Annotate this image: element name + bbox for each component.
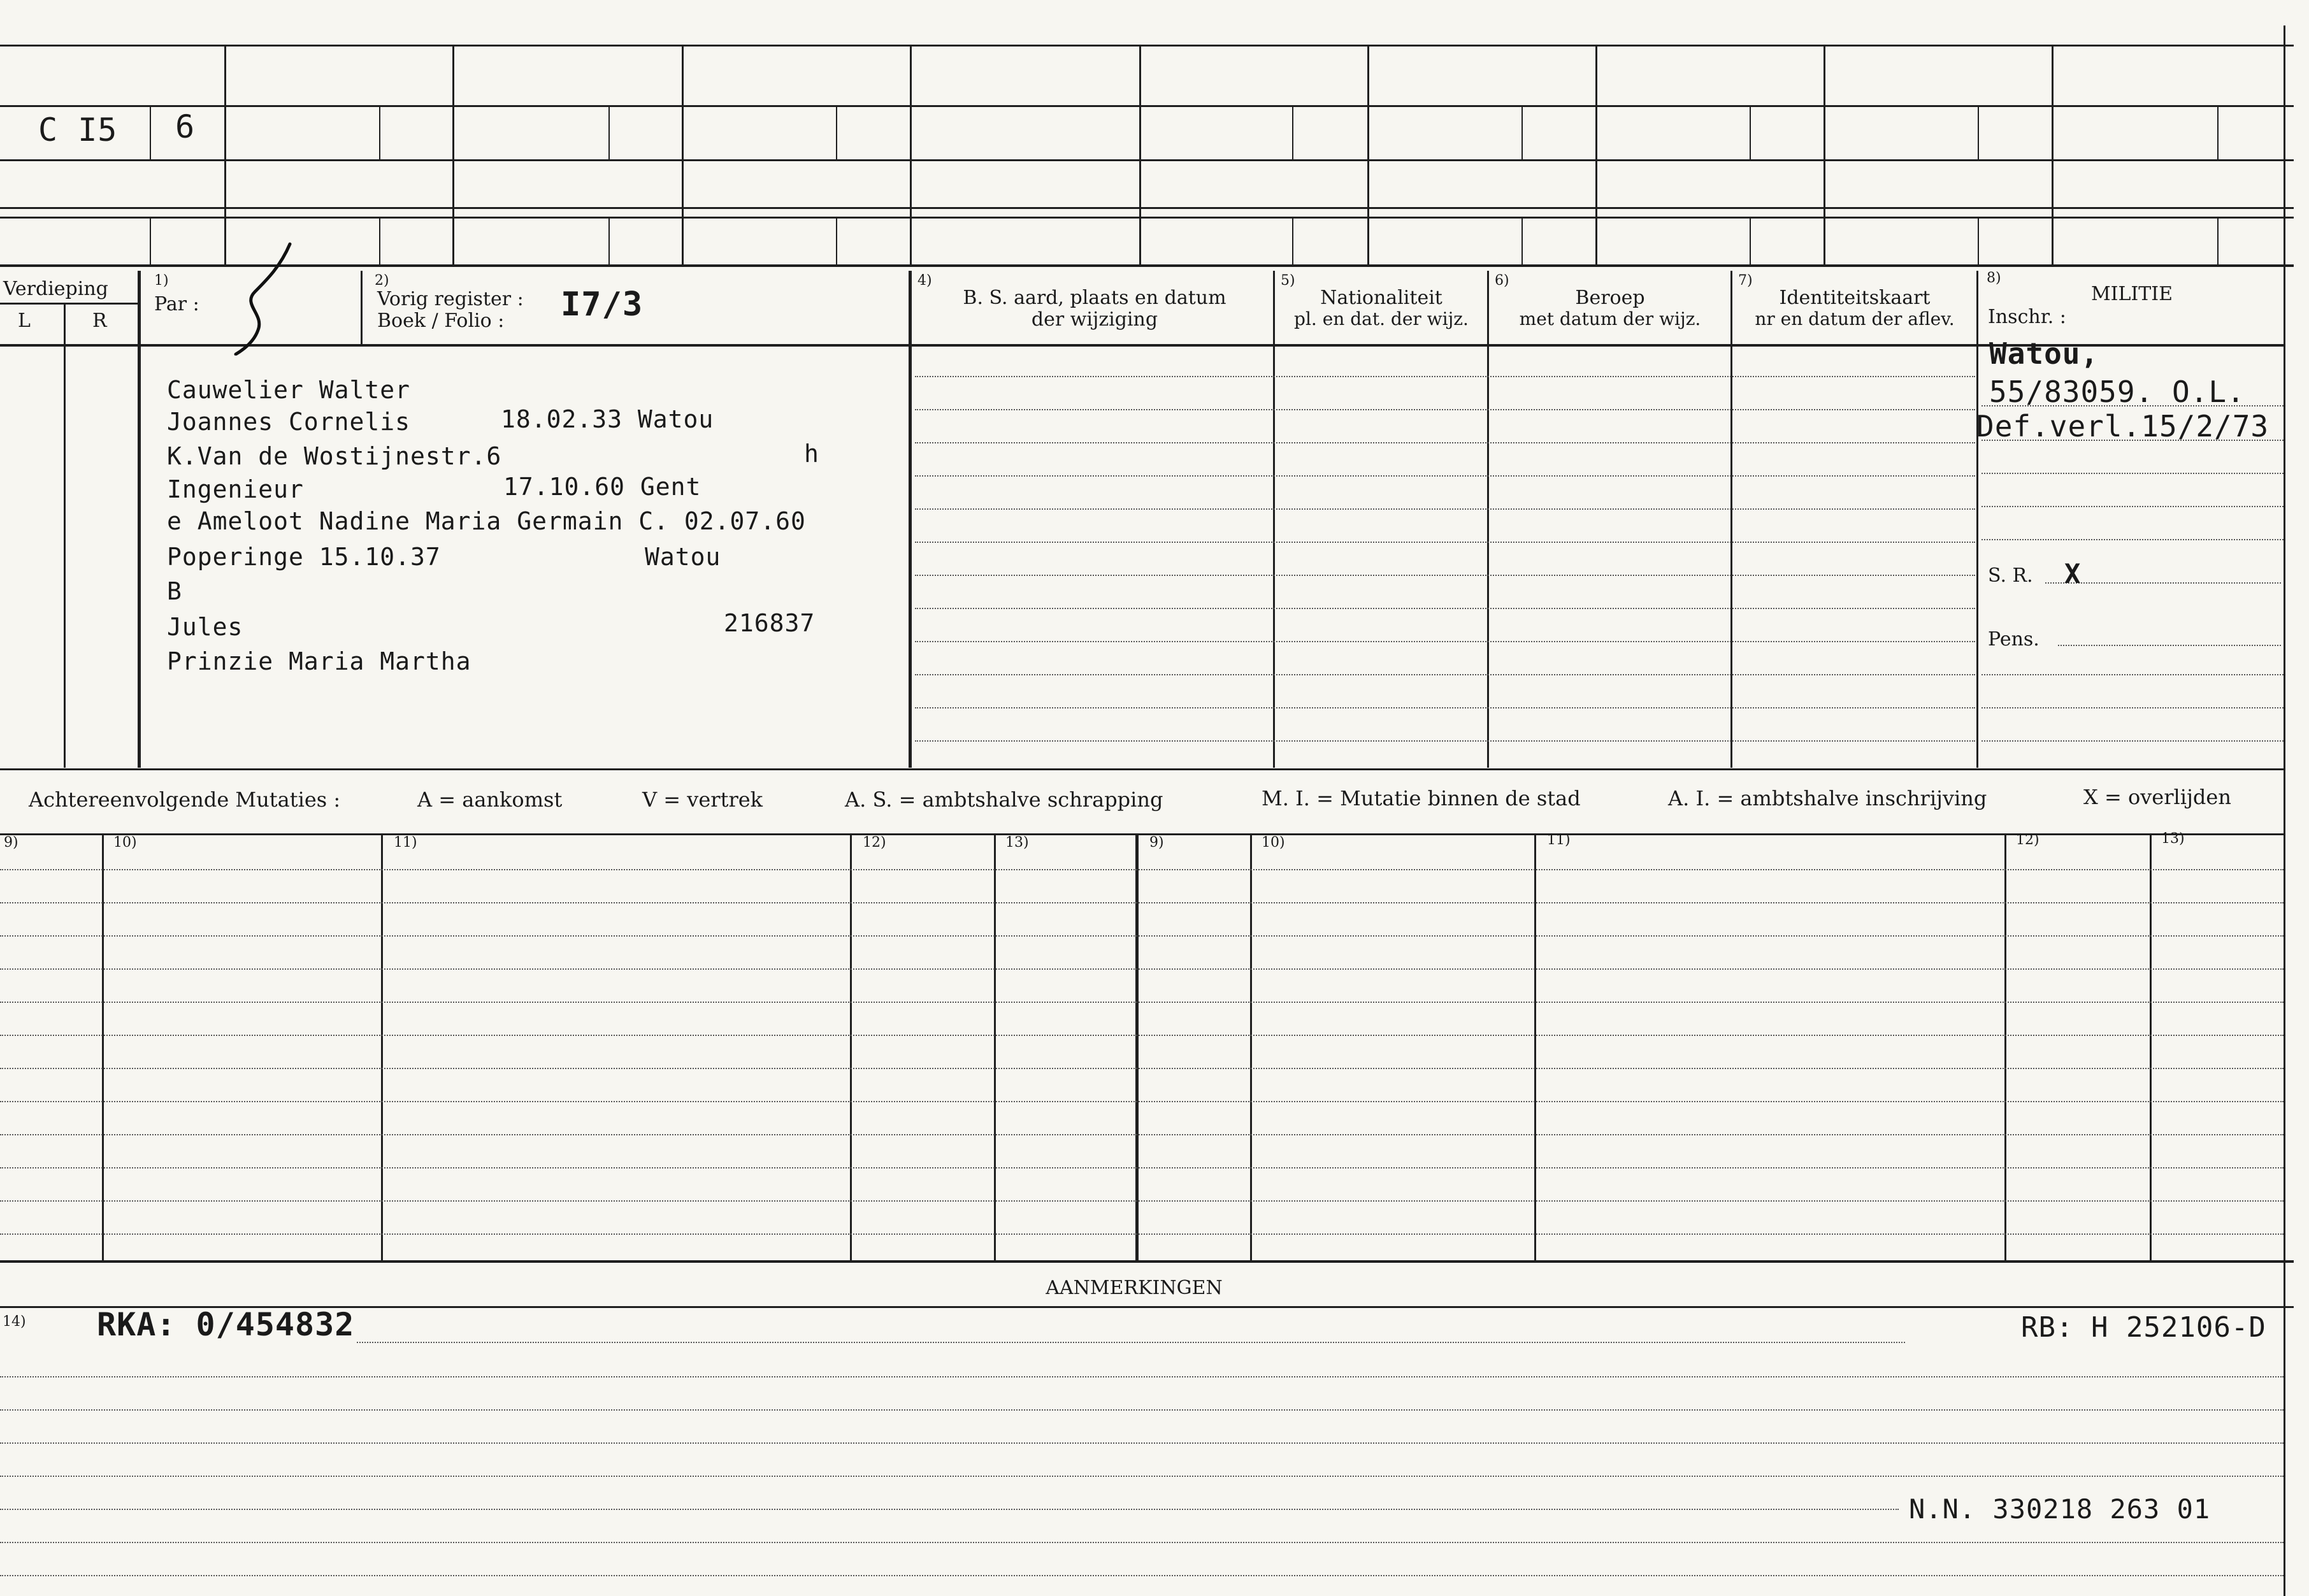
rule (0, 303, 139, 305)
dotted-rule (1982, 740, 2284, 742)
person-line-8-name: Jules (167, 613, 243, 641)
remarks-title: AANMERKINGEN (1046, 1277, 1223, 1299)
col-number: 12) (863, 835, 886, 851)
person-line-2-name: Joannes Cornelis (167, 408, 411, 436)
col-number: 12) (2016, 832, 2039, 848)
dotted-rule (0, 869, 2284, 870)
person-line-4-job: Ingenieur (167, 475, 304, 503)
dotted-rule (0, 1476, 2284, 1477)
rule (836, 217, 837, 264)
pens-label: Pens. (1988, 628, 2039, 651)
rule (2217, 105, 2219, 159)
dotted-rule (915, 740, 1975, 742)
person-line-7: B (167, 577, 182, 605)
inschr-label: Inschr. : (1988, 306, 2066, 328)
col-number: 13) (2161, 831, 2185, 847)
field-number: 7) (1738, 273, 1753, 289)
person-line-4-date: 17.10.60 Gent (503, 473, 701, 501)
dotted-rule (0, 1134, 2284, 1135)
nationaliteit-label: Nationaliteit (1320, 287, 1442, 309)
dotted-rule (357, 1342, 1905, 1343)
field-number: 1) (154, 273, 169, 289)
identiteitskaart-sublabel: nr en datum der aflev. (1755, 308, 1955, 329)
dotted-rule (915, 409, 1975, 410)
rule (361, 271, 363, 344)
person-line-8-number: 216837 (724, 609, 816, 637)
boek-folio-label: Boek / Folio : (377, 310, 505, 332)
dotted-rule (1982, 473, 2284, 474)
rule (2284, 25, 2285, 1596)
rule (1367, 45, 1369, 264)
person-line-1: Cauwelier Walter (167, 376, 411, 404)
bs-label-line2: der wijziging (1031, 308, 1158, 331)
dotted-rule (915, 475, 1975, 477)
field-number: 8) (1987, 270, 2001, 286)
dotted-rule (915, 707, 1975, 708)
signature-mark (229, 241, 312, 356)
dotted-rule (0, 1442, 2284, 1444)
rule (64, 303, 66, 768)
col-number: 11) (394, 835, 417, 851)
dotted-rule (0, 1035, 2284, 1036)
rule (0, 833, 2284, 835)
rule (1595, 45, 1597, 264)
person-line-3-extra: h (804, 440, 819, 468)
dotted-rule (915, 641, 1975, 642)
person-line-9: Prinzie Maria Martha (167, 647, 471, 675)
rule (1139, 45, 1141, 264)
rule (1250, 833, 1252, 1260)
bs-label-line1: B. S. aard, plaats en datum (963, 287, 1226, 309)
rule (1521, 105, 1523, 159)
dotted-rule (1982, 707, 2284, 708)
rule (1487, 271, 1489, 768)
rule (1978, 217, 1979, 264)
nn-number: N.N. 330218 263 01 (1909, 1493, 2211, 1525)
dotted-rule (0, 1509, 1899, 1510)
sr-value: X (2064, 558, 2082, 589)
rka-number: RKA: 0/454832 (97, 1306, 355, 1343)
dotted-rule (915, 608, 1975, 609)
dotted-rule (0, 1575, 2284, 1576)
rule (381, 833, 383, 1260)
par-label: Par : (154, 293, 199, 315)
rule (2150, 833, 2152, 1260)
vorig-register-label: Vorig register : (377, 288, 524, 310)
dotted-rule (0, 1376, 2284, 1377)
legend-ai: A. I. = ambtshalve inschrijving (1668, 786, 1987, 810)
dotted-rule (0, 968, 2284, 970)
col-number: 9) (4, 835, 18, 851)
dotted-rule (1982, 506, 2284, 507)
dotted-rule (1982, 539, 2284, 540)
militie-line-1: Watou, (1989, 336, 2099, 371)
rule (0, 1260, 2294, 1263)
legend-a: A = aankomst (417, 787, 563, 812)
dotted-rule (0, 1233, 2284, 1235)
rule (379, 217, 380, 264)
dotted-rule (0, 1409, 2284, 1411)
verdieping-r-label: R (92, 310, 107, 332)
identiteitskaart-label: Identiteitskaart (1779, 287, 1931, 309)
rule (452, 45, 454, 264)
rule (1135, 833, 1139, 1260)
rule (102, 833, 104, 1260)
dotted-rule (0, 902, 2284, 903)
rule (224, 45, 226, 264)
nationaliteit-sublabel: pl. en dat. der wijz. (1294, 308, 1469, 329)
dotted-rule (0, 1068, 2284, 1069)
rule (682, 45, 684, 264)
rule (2004, 833, 2006, 1260)
rule (994, 833, 996, 1260)
rule (0, 264, 2294, 267)
dotted-rule (0, 1101, 2284, 1102)
rule (1750, 217, 1751, 264)
vorig-register-value: I7/3 (561, 285, 644, 324)
legend-mi: M. I. = Mutatie binnen de stad (1262, 786, 1581, 810)
rule (1978, 105, 1979, 159)
person-line-3: K.Van de Wostijnestr.6 (167, 442, 502, 470)
legend-title: Achtereenvolgende Mutaties : (29, 787, 341, 812)
dotted-rule (915, 575, 1975, 576)
rule (910, 45, 912, 264)
dotted-rule (0, 935, 2284, 937)
rule (1730, 271, 1732, 768)
sr-label: S. R. (1988, 564, 2033, 587)
col-number: 11) (1547, 832, 1571, 848)
field-number: 14) (3, 1314, 26, 1330)
code-right: 6 (175, 108, 196, 145)
verdieping-l-label: L (18, 310, 31, 332)
dotted-rule (915, 442, 1975, 443)
militie-label: MILITIE (2090, 283, 2173, 305)
rule (1750, 105, 1751, 159)
rule (1521, 217, 1523, 264)
dotted-rule (1982, 674, 2284, 675)
rule (2217, 217, 2219, 264)
rule (0, 105, 2294, 107)
rule (379, 105, 380, 159)
rule (0, 768, 2284, 770)
rule (138, 271, 141, 768)
dotted-rule (0, 1002, 2284, 1003)
person-line-5: e Ameloot Nadine Maria Germain C. 02.07.60 (167, 507, 806, 535)
dotted-rule (0, 1200, 2284, 1202)
beroep-sublabel: met datum der wijz. (1519, 308, 1701, 329)
rule (0, 217, 2294, 219)
legend-as: A. S. = ambtshalve schrapping (845, 787, 1163, 812)
dotted-rule (0, 1167, 2284, 1168)
rule (1976, 271, 1978, 768)
pens-rule (2058, 645, 2281, 646)
rule (608, 105, 610, 159)
col-number: 10) (113, 835, 137, 851)
dotted-rule (915, 376, 1975, 377)
dotted-rule (915, 542, 1975, 543)
rule (0, 159, 2294, 161)
rule (836, 105, 837, 159)
rule (1534, 833, 1536, 1260)
rule (0, 45, 2294, 47)
col-number: 10) (1262, 835, 1285, 851)
beroep-label: Beroep (1575, 287, 1645, 309)
col-number: 13) (1005, 835, 1029, 851)
code-left: C I5 (38, 111, 118, 148)
field-number: 2) (375, 273, 389, 289)
dotted-rule (915, 674, 1975, 675)
militie-line-3: Def.verl.15/2/73 (1976, 409, 2269, 443)
rule (850, 833, 852, 1260)
person-line-2-date: 18.02.33 Watou (501, 405, 714, 433)
verdieping-label: Verdieping (3, 278, 108, 300)
rule (1292, 105, 1293, 159)
field-number: 6) (1495, 273, 1509, 289)
legend-x: X = overlijden (2083, 785, 2231, 809)
rule (0, 344, 2284, 347)
person-line-6-place: Poperinge 15.10.37 (167, 543, 441, 571)
rule (2052, 45, 2054, 264)
legend-v: V = vertrek (642, 787, 763, 812)
rule (1273, 271, 1275, 768)
rule (150, 217, 151, 264)
rule (909, 271, 912, 768)
rule (150, 105, 151, 159)
rule (1292, 217, 1293, 264)
rule (0, 207, 2294, 209)
dotted-rule (915, 508, 1975, 510)
rb-number: RB: H 252106-D (2021, 1311, 2266, 1344)
rule (1823, 45, 1825, 264)
col-number: 9) (1149, 835, 1164, 851)
field-number: 4) (917, 273, 932, 289)
militie-line-2: 55/83059. O.L. (1989, 375, 2245, 409)
field-number: 5) (1281, 273, 1295, 289)
dotted-rule (0, 1542, 2284, 1543)
person-line-6-extra: Watou (645, 543, 721, 571)
rule (608, 217, 610, 264)
